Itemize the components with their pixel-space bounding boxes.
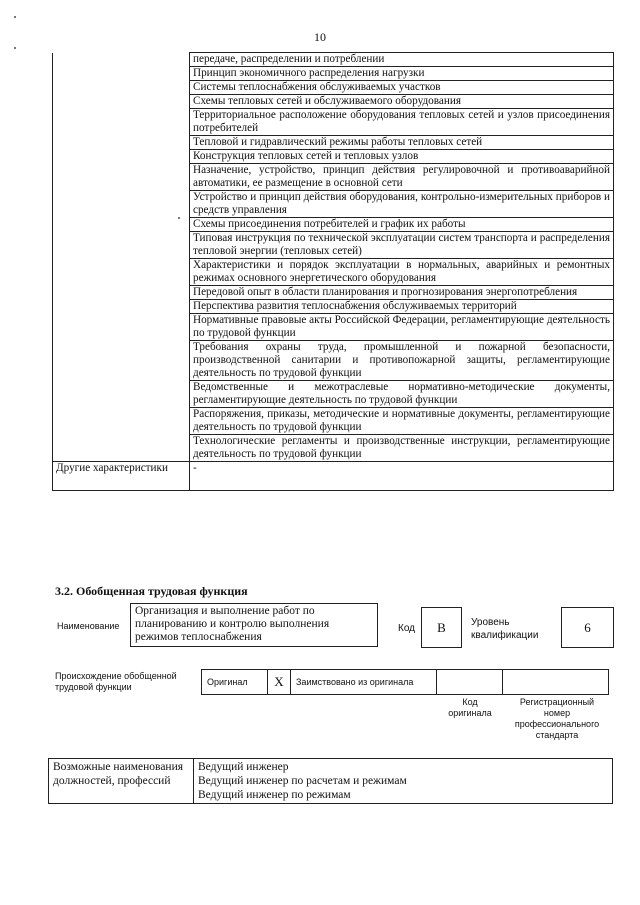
- table-row: [53, 286, 614, 300]
- knowledge-item: Типовая инструкция по технической эксплуатации систем транспорта и распределения тепловой энергии (тепловых сетей): [190, 232, 614, 259]
- borrowed-label: Заимствовано из оригинала: [291, 670, 437, 695]
- knowledge-left-cell: [53, 81, 190, 95]
- name-label: Наименование: [57, 621, 120, 631]
- knowledge-left-cell: [53, 286, 190, 300]
- table-row: [53, 462, 614, 491]
- knowledge-item: Технологические регламенты и производственные инструкции, регламентирующие деятельность по трудовой функции: [190, 435, 614, 462]
- knowledge-left-cell: [53, 164, 190, 191]
- original-label: Оригинал: [202, 670, 268, 695]
- code-value: В: [437, 620, 446, 635]
- knowledge-left-cell: [53, 218, 190, 232]
- knowledge-left-cell: [53, 341, 190, 381]
- table-row: [53, 300, 614, 314]
- scan-mark: [14, 16, 16, 18]
- knowledge-left-cell: [53, 435, 190, 462]
- table-row: [53, 136, 614, 150]
- knowledge-left-cell: [53, 67, 190, 81]
- knowledge-item: Тепловой и гидравлический режимы работы тепловых сетей: [190, 136, 614, 150]
- knowledge-left-cell: [53, 95, 190, 109]
- table-row: [53, 191, 614, 218]
- knowledge-item: Устройство и принцип действия оборудования, контрольно-измерительных приборов и средств управления: [190, 191, 614, 218]
- knowledge-left-cell: [53, 381, 190, 408]
- knowledge-item: Системы теплоснабжения обслуживаемых участков: [190, 81, 614, 95]
- table-row: [53, 341, 614, 381]
- knowledge-item: Схемы тепловых сетей и обслуживаемого оборудования: [190, 95, 614, 109]
- knowledge-item: передаче, распределении и потреблении: [190, 53, 614, 67]
- position-item: Ведущий инженер: [198, 761, 289, 773]
- origin-label: Происхождение обобщенной трудовой функции: [55, 671, 177, 692]
- knowledge-left-cell: [53, 408, 190, 435]
- table-row: [53, 164, 614, 191]
- knowledge-item: Принцип экономичного распределения нагрузки: [190, 67, 614, 81]
- knowledge-item: Схемы присоединения потребителей и график их работы: [190, 218, 614, 232]
- table-row: [53, 81, 614, 95]
- scan-mark: [14, 47, 16, 49]
- origin-code-cell: [437, 670, 503, 695]
- position-item: Ведущий инженер по расчетам и режимам: [198, 775, 407, 787]
- knowledge-item: Конструкция тепловых сетей и тепловых узлов: [190, 150, 614, 164]
- knowledge-left-cell: [53, 232, 190, 259]
- knowledge-left-cell: [53, 191, 190, 218]
- knowledge-item: Характеристики и порядок эксплуатации в нормальных, аварийных и ремонтных режимах основного энергетического оборудования: [190, 259, 614, 286]
- positions-label: Возможные наименования должностей, профессий: [49, 759, 194, 804]
- table-row: [53, 150, 614, 164]
- original-mark: X: [268, 670, 291, 695]
- knowledge-left-cell: [53, 136, 190, 150]
- knowledge-item: Территориальное расположение оборудования тепловых сетей и узлов присоединения потребителей: [190, 109, 614, 136]
- table-row: [53, 95, 614, 109]
- table-row: [53, 259, 614, 286]
- table-row: [53, 408, 614, 435]
- level-box: [561, 607, 614, 648]
- code-label: Код: [398, 623, 416, 634]
- position-item: Ведущий инженер по режимам: [198, 789, 351, 801]
- origin-reg-caption: Регистрационный номер профессионального стандарта: [514, 697, 600, 740]
- function-name-field: Организация и выполнение работ по планированию и контролю выполнения режимов теплоснабжения: [130, 603, 378, 647]
- knowledge-left-cell: [53, 314, 190, 341]
- level-label: Уровень квалификации: [471, 617, 539, 641]
- level-value: 6: [584, 620, 591, 635]
- knowledge-left-cell: [53, 150, 190, 164]
- origin-code-caption: Код оригинала: [448, 697, 492, 718]
- other-characteristics-value: -: [190, 462, 614, 491]
- knowledge-left-cell: [53, 109, 190, 136]
- knowledge-left-cell: [53, 259, 190, 286]
- table-row: [53, 218, 614, 232]
- knowledge-left-cell: [53, 53, 190, 67]
- knowledge-item: Ведомственные и межотраслевые нормативно-методические документы, регламентирующие деятельность по трудовой функции: [190, 381, 614, 408]
- table-row: [53, 314, 614, 341]
- table-row: [53, 67, 614, 81]
- origin-table: [201, 669, 609, 695]
- knowledge-table: [52, 52, 614, 491]
- knowledge-item: Назначение, устройство, принцип действия регулировочной и противоаварийной автоматики, ее размещение в основной сети: [190, 164, 614, 191]
- table-row: [53, 232, 614, 259]
- page-number: 10: [314, 30, 326, 44]
- code-box: [421, 607, 462, 648]
- knowledge-left-cell: [53, 300, 190, 314]
- section-title: 3.2. Обобщенная трудовая функция: [55, 584, 248, 598]
- table-row: [53, 435, 614, 462]
- positions-values: [194, 759, 613, 804]
- knowledge-item: Перспектива развития теплоснабжения обслуживаемых территорий: [190, 300, 614, 314]
- knowledge-item: Распоряжения, приказы, методические и нормативные документы, регламентирующие деятельность по трудовой функции: [190, 408, 614, 435]
- table-row: [53, 381, 614, 408]
- other-characteristics-label: Другие характеристики: [53, 462, 190, 491]
- origin-reg-cell: [503, 670, 609, 695]
- knowledge-item: Передовой опыт в области планирования и прогнозирования энергопотребления: [190, 286, 614, 300]
- table-row: [53, 109, 614, 136]
- positions-table: [48, 758, 613, 804]
- table-row: [53, 53, 614, 67]
- knowledge-item: Нормативные правовые акты Российской Федерации, регламентирующие деятельность по трудовой функции: [190, 314, 614, 341]
- knowledge-item: Требования охраны труда, промышленной и пожарной безопасности, производственной санитарии и противопожарной защиты, регламентирующие деятельность по трудовой функции: [190, 341, 614, 381]
